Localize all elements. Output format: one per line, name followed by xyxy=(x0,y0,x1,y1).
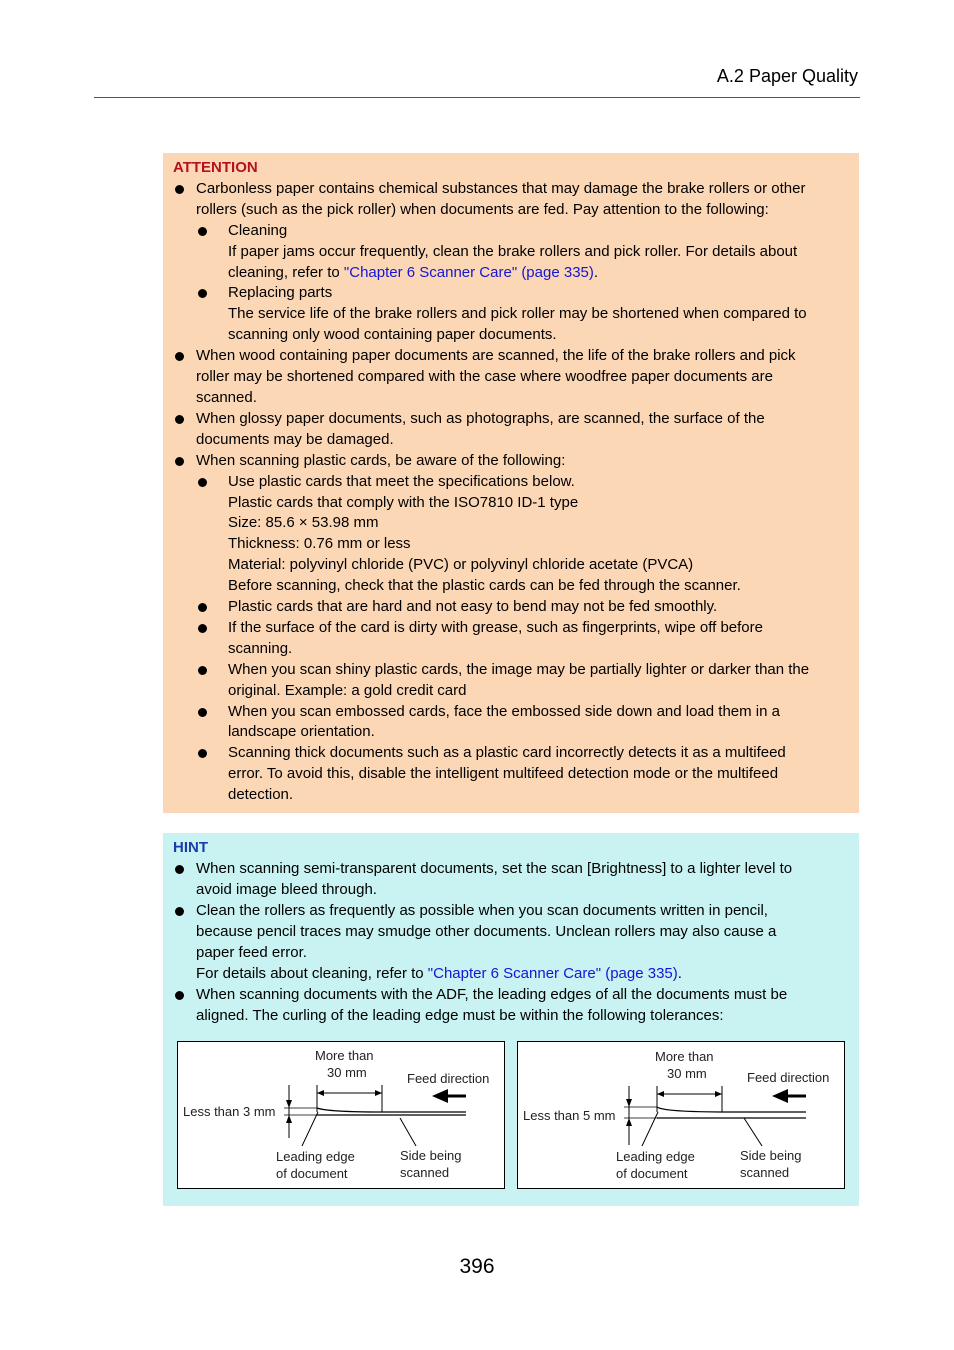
text-line: When scanning plastic cards, be aware of the following: xyxy=(196,451,566,469)
list-item xyxy=(173,985,847,1027)
text-line: When scanning semi-transparent documents, set the scan [Brightness] to a lighter level to xyxy=(196,859,793,877)
leader-line xyxy=(642,1112,658,1146)
arrowhead-icon xyxy=(286,1115,292,1123)
hint-list xyxy=(173,859,847,1027)
text-line: Size: 85.6 × 53.98 mm xyxy=(228,514,379,532)
text-line: roller may be shortened compared with the case where woodfree paper documents are xyxy=(196,368,773,386)
leading-edge-label: Leading edge xyxy=(616,1149,695,1164)
text-line: Material: polyvinyl chloride (PVC) or polyvinyl chloride acetate (PVCA) xyxy=(228,556,694,574)
bullet-icon xyxy=(175,352,184,361)
text-line: The service life of the brake rollers and pick roller may be shortened when compared to xyxy=(228,305,807,323)
hint-title: HINT xyxy=(173,839,208,856)
tolerance-label: Less than 3 mm xyxy=(183,1104,276,1119)
text-line: scanning only wood containing paper documents. xyxy=(228,326,557,344)
leader-line xyxy=(744,1118,762,1146)
leading-edge-label: Leading edge xyxy=(276,1149,355,1164)
leading-edge-label-2: of document xyxy=(276,1166,348,1181)
text-span: cleaning, refer to xyxy=(228,263,344,281)
sub-list-item xyxy=(196,702,847,744)
text-line: scanning. xyxy=(228,639,293,657)
sub-list-item xyxy=(196,221,847,284)
text-line: landscape orientation. xyxy=(228,723,375,741)
text-line: Thickness: 0.76 mm or less xyxy=(228,535,411,553)
list-item xyxy=(173,346,847,409)
attention-title: ATTENTION xyxy=(173,159,258,176)
text-line: detection. xyxy=(228,786,294,804)
text-line: Plastic cards that comply with the ISO7810 ID-1 type xyxy=(228,493,579,511)
text-line: If the surface of the card is dirty with grease, such as fingerprints, wipe off before xyxy=(228,618,763,636)
text-line: Before scanning, check that the plastic cards can be fed through the scanner. xyxy=(228,577,741,595)
text-line: documents may be damaged. xyxy=(196,430,394,448)
text-line: Cleaning xyxy=(228,221,288,239)
side-label-2: scanned xyxy=(400,1165,450,1180)
curl-tolerance-figures xyxy=(177,1041,847,1189)
sub-list-item xyxy=(196,472,847,597)
scanner-care-link[interactable]: "Chapter 6 Scanner Care" (page 335) xyxy=(427,965,678,983)
sub-list-item xyxy=(196,743,847,806)
attention-list xyxy=(173,179,847,806)
scanner-care-link[interactable]: "Chapter 6 Scanner Care" (page 335) xyxy=(343,263,594,281)
hint-box xyxy=(163,833,859,1206)
bullet-icon xyxy=(175,415,184,424)
text-line: Plastic cards that are hard and not easy to bend may not be fed smoothly. xyxy=(228,598,718,616)
text-line: Carbonless paper contains chemical substances that may damage the brake rollers or other xyxy=(196,179,806,197)
bullet-icon xyxy=(175,185,184,194)
feed-direction-label: Feed direction xyxy=(747,1070,830,1085)
side-label: Side being xyxy=(400,1148,462,1163)
sub-list-item xyxy=(196,283,847,346)
text-line: rollers (such as the pick roller) when documents are fed. Pay attention to the following: xyxy=(196,200,769,218)
feed-direction-label: Feed direction xyxy=(407,1071,490,1086)
side-label-2: scanned xyxy=(740,1165,790,1180)
text-line: Scanning thick documents such as a plastic card incorrectly detects it as a multifeed xyxy=(228,744,786,762)
list-item xyxy=(173,901,847,986)
leading-edge-label-2: of document xyxy=(616,1166,688,1181)
arrowhead-icon xyxy=(317,1090,324,1096)
bullet-icon xyxy=(198,603,207,612)
curl-figure-3mm xyxy=(177,1041,505,1189)
arrowhead-icon xyxy=(375,1090,382,1096)
bullet-icon xyxy=(175,991,184,1000)
sub-list xyxy=(196,221,847,346)
text-line: When glossy paper documents, such as photographs, are scanned, the surface of the xyxy=(196,409,765,427)
text-line: original. Example: a gold credit card xyxy=(228,681,467,699)
header-divider xyxy=(94,97,860,98)
text-line: error. To avoid this, disable the intelligent multifeed detection mode or the multifeed xyxy=(228,765,779,783)
bullet-icon xyxy=(175,865,184,874)
bullet-icon xyxy=(198,666,207,675)
arrowhead-icon xyxy=(657,1091,664,1097)
text-line: When you scan shiny plastic cards, the image may be partially lighter or darker than the xyxy=(228,660,810,678)
text-line: scanned. xyxy=(196,388,257,406)
text-line: avoid image bleed through. xyxy=(196,880,377,898)
text-line: paper feed error. xyxy=(196,943,307,961)
attention-box xyxy=(163,153,859,813)
distance-label: 30 mm xyxy=(327,1065,367,1080)
bullet-icon xyxy=(198,749,207,758)
text-line: Clean the rollers as frequently as possible when you scan documents written in pencil, xyxy=(196,901,768,919)
sub-list-item xyxy=(196,618,847,660)
arrowhead-icon xyxy=(626,1118,632,1126)
sub-list xyxy=(196,472,847,807)
distance-label: 30 mm xyxy=(667,1066,707,1081)
text-line: Replacing parts xyxy=(228,284,333,302)
page-number: 396 xyxy=(459,1255,495,1278)
bullet-icon xyxy=(198,624,207,633)
leader-line xyxy=(400,1118,416,1146)
more-than-label: More than xyxy=(655,1049,714,1064)
list-item xyxy=(173,179,847,346)
bullet-icon xyxy=(198,227,207,236)
text-line: When wood containing paper documents are scanned, the life of the brake rollers and pick xyxy=(196,347,796,365)
text-span: For details about cleaning, refer to xyxy=(196,965,428,983)
arrowhead-icon xyxy=(715,1091,722,1097)
sub-list-item xyxy=(196,597,847,618)
arrowhead-icon xyxy=(626,1099,632,1107)
more-than-label: More than xyxy=(315,1048,374,1063)
bullet-icon xyxy=(198,289,207,298)
sub-list-item xyxy=(196,660,847,702)
text-line: When you scan embossed cards, face the embossed side down and load them in a xyxy=(228,702,780,720)
document-line xyxy=(657,1107,806,1112)
document-line xyxy=(317,1108,466,1112)
curl-diagram xyxy=(178,1042,506,1190)
list-item xyxy=(173,859,847,901)
section-title: A.2 Paper Quality xyxy=(716,66,858,86)
curl-figure-5mm xyxy=(517,1041,845,1189)
bullet-icon xyxy=(175,907,184,916)
text-line xyxy=(196,964,847,985)
text-line: Use plastic cards that meet the specifications below. xyxy=(228,472,575,490)
text-line: If paper jams occur frequently, clean the brake rollers and pick roller. For details about xyxy=(228,242,798,260)
leader-line xyxy=(302,1112,318,1146)
list-item xyxy=(173,451,847,806)
arrowhead-icon xyxy=(286,1100,292,1108)
text-span: . xyxy=(677,965,682,983)
feed-arrow-icon xyxy=(432,1089,448,1103)
bullet-icon xyxy=(198,478,207,487)
text-line: aligned. The curling of the leading edge must be within the following tolerances: xyxy=(196,1007,724,1025)
bullet-icon xyxy=(175,457,184,466)
list-item xyxy=(173,409,847,451)
tolerance-label: Less than 5 mm xyxy=(523,1108,616,1123)
side-label: Side being xyxy=(740,1148,802,1163)
curl-diagram xyxy=(518,1042,846,1190)
text-line: When scanning documents with the ADF, the leading edges of all the documents must be xyxy=(196,986,788,1004)
bullet-icon xyxy=(198,708,207,717)
feed-arrow-icon xyxy=(772,1089,788,1103)
text-line: because pencil traces may smudge other documents. Unclean rollers may also cause a xyxy=(196,922,777,940)
text-span: . xyxy=(593,263,599,281)
text-line xyxy=(228,263,847,284)
